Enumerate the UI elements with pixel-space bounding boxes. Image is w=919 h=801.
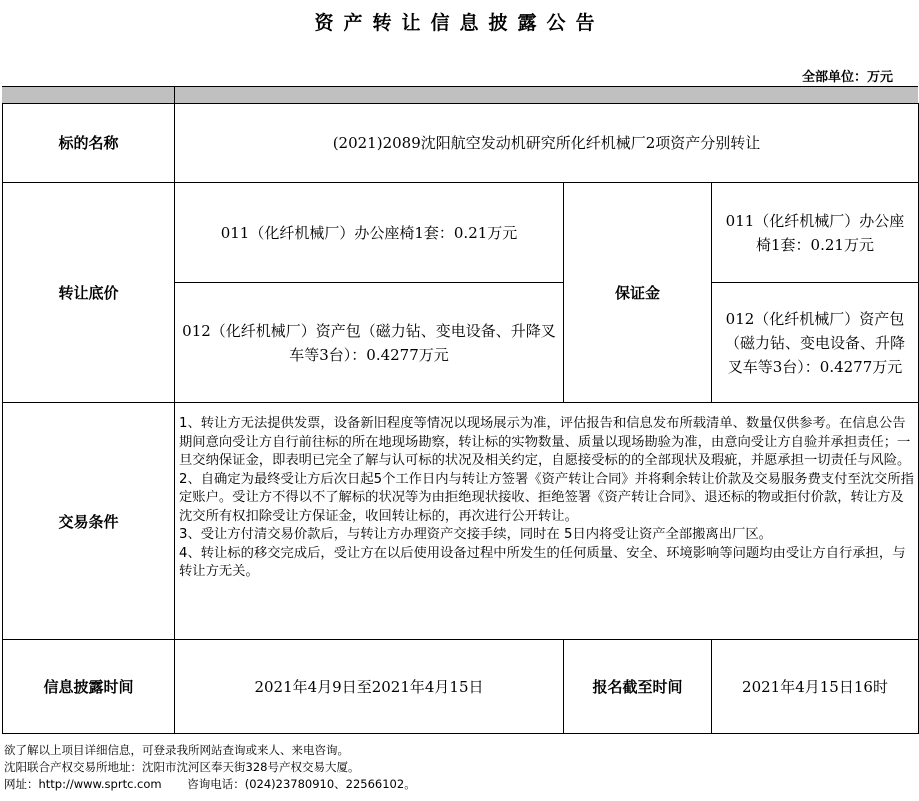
page-title: 资产转让信息披露公告 — [314, 12, 605, 34]
deposit-label: 保证金 — [564, 183, 712, 403]
condition-item-1: 1、转让方无法提供发票，设备新旧程度等情况以现场展示为准，评估报告和信息发布所载清单、数量仅供参考。在信息公告期间意向受让方自行前往标的所在地现场勘察，转让标的实物数量、质量以现场勘验为准，由意向受让方自验并承担责任；一旦交纳保证金，即表明已完全了解与认可标的状况及相关约定，自愿接受标的的全部现状及瑕疵，并愿承担一切责任与风险。 — [179, 416, 911, 468]
conditions-label: 交易条件 — [2, 403, 175, 640]
price-label: 转让底价 — [2, 183, 175, 403]
condition-item-2: 2、自确定为最终受让方后次日起5个工作日内与转让方签署《资产转让合同》并将剩余转让价款及交易服务费支付至沈交所指定账户。受让方不得以不了解标的状况等为由拒绝现状接收、拒绝签署《资产转让合同》、退还标的物或拒付价款，转让方及沈交所有权扣除受让方保证金，收回转让标的，再次进行公开转让。 — [179, 471, 914, 524]
condition-item-4: 4、转让标的移交完成后，受让方在以后使用设备过程中所发生的任何质量、安全、环境影响等问题均由受让方自行承担，与转让方无关。 — [179, 545, 906, 579]
conditions-text — [175, 403, 919, 640]
table-header-band — [2, 86, 918, 104]
footer-line-2: 沈阳联合产权交易所地址：沈阳市沈河区奉天街328号产权交易大厦。 — [4, 760, 360, 774]
disclosure-value: 2021年4月9日至2021年4月15日 — [175, 640, 564, 734]
deadline-value: 2021年4月15日16时 — [712, 640, 919, 734]
unit-label: 全部单位：万元 — [801, 70, 893, 85]
condition-item-3: 3、受让方付清交易价款后，与转让方办理资产交接手续，同时在 5日内将受让资产全部搬离出厂区。 — [179, 527, 772, 542]
disclosure-label: 信息披露时间 — [2, 640, 175, 734]
deposit-item-2: 012（化纤机械厂）资产包（磁力钻、变电设备、升降叉车等3台）：0.4277万元 — [712, 283, 919, 403]
price-item-2: 012（化纤机械厂）资产包（磁力钻、变电设备、升降叉车等3台）：0.4277万元 — [175, 283, 564, 403]
footer-line-1: 欲了解以上项目详细信息，可登录我所网站查询或来人、来电咨询。 — [4, 743, 349, 757]
name-value: (2021)2089沈阳航空发动机研究所化纤机械厂2项资产分别转让 — [175, 103, 919, 183]
footer — [4, 742, 416, 793]
price-item-1: 011（化纤机械厂）办公座椅1套：0.21万元 — [175, 183, 564, 283]
deadline-label: 报名截至时间 — [564, 640, 712, 734]
deposit-item-1: 011（化纤机械厂）办公座椅1套：0.21万元 — [712, 183, 919, 283]
name-label: 标的名称 — [2, 103, 175, 183]
footer-line-3: 网址：http://www.sprtc.com 咨询电话：(024)23780910、22566102。 — [4, 777, 416, 791]
